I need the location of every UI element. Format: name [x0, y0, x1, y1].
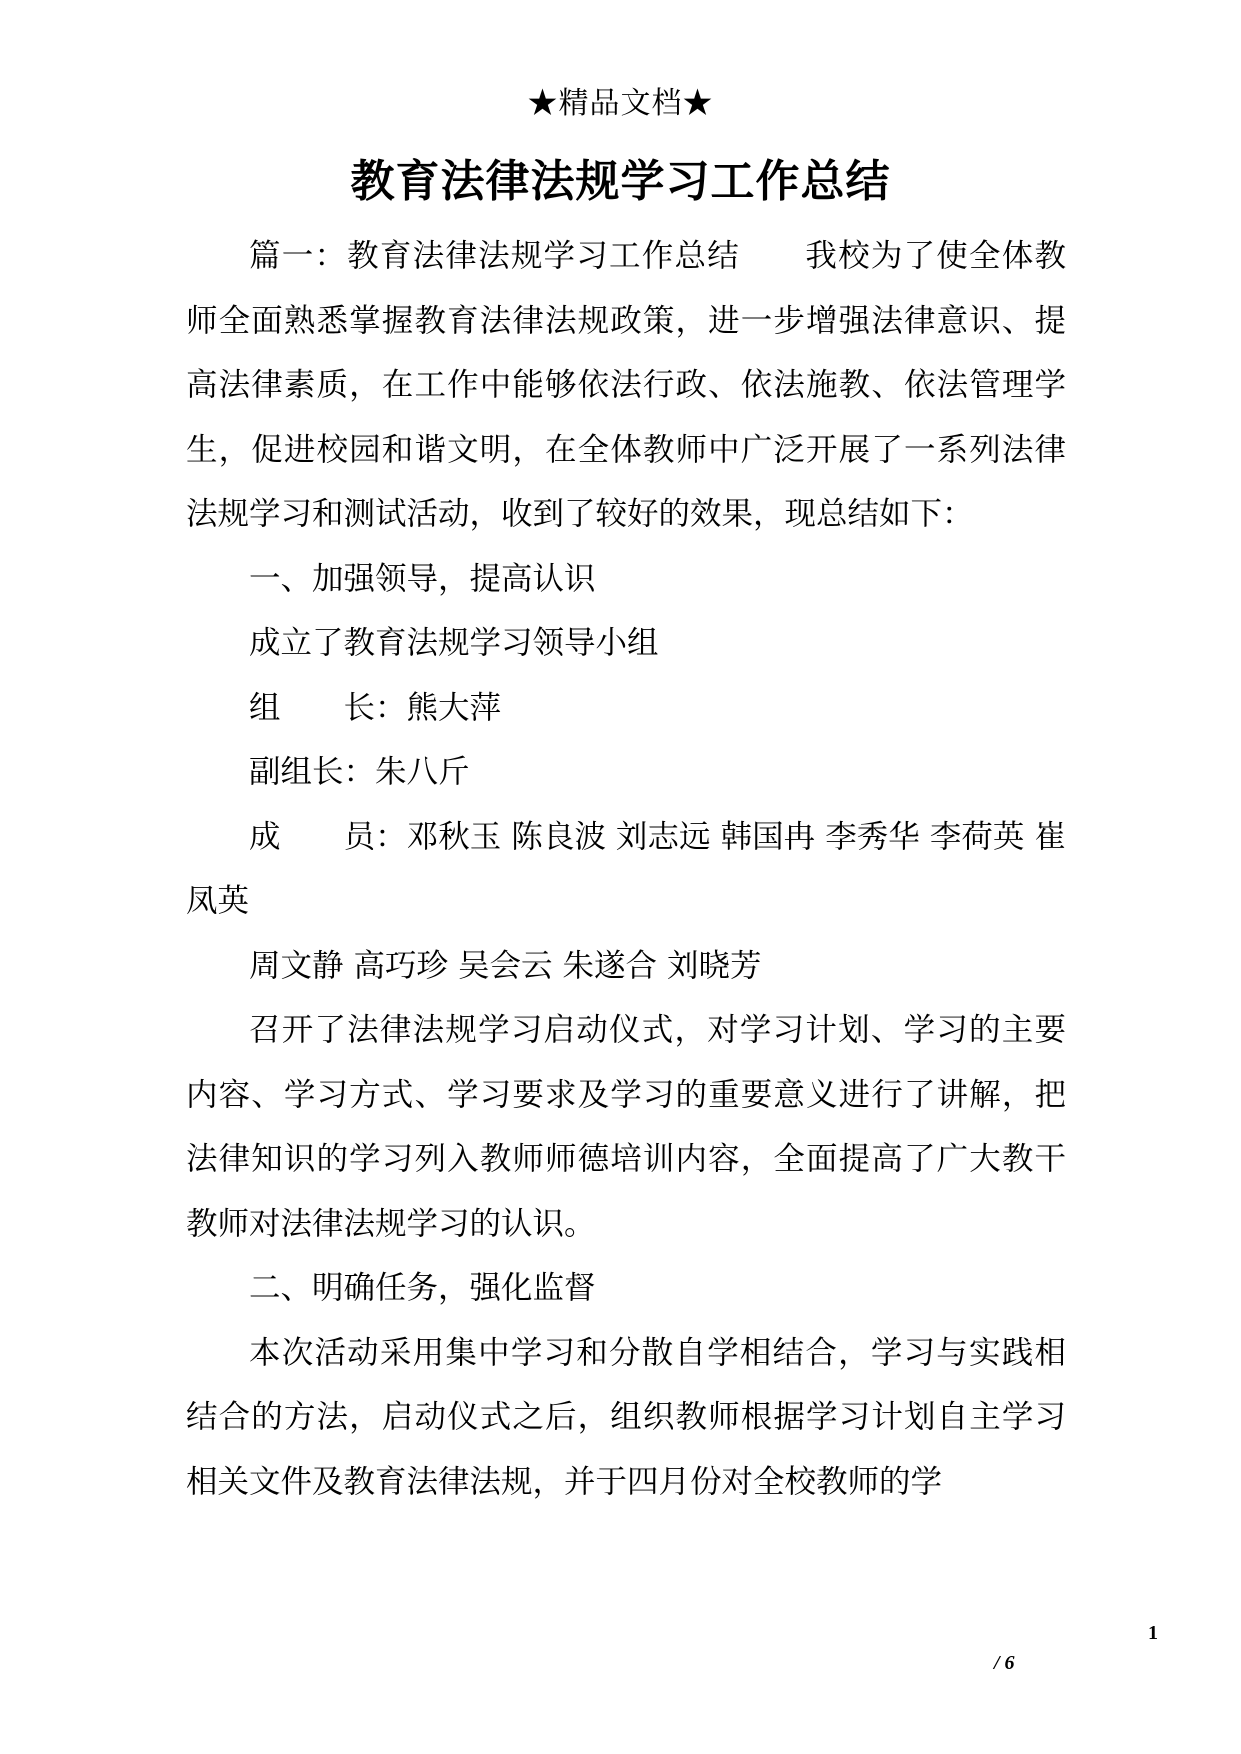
page-number: 1 — [1148, 1622, 1158, 1644]
group-leader-line: 组 长：熊大萍 — [249, 689, 502, 726]
document-title: 教育法律法规学习工作总结 — [350, 156, 891, 207]
section-heading-1: 一、加强领导，提高认识 — [249, 560, 596, 597]
members-line-2: 周文静 高巧珍 吴会云 朱遂合 刘晓芳 — [249, 947, 762, 984]
paragraph-intro: 篇一：教育法律法规学习工作总结 我校为了使全体教师全面熟悉掌握教育法律法规政策，进一步增强法律意识、提高法律素质，在工作中能够依法行政、依法施教、依法管理学生，促进校园和谐文明，在全体教师中广泛开展了一系列法律法规学习和测试活动，收到了较好的效果，现总结如下： — [186, 238, 1066, 532]
header-mark: ★精品文档★ — [527, 86, 714, 121]
paragraph-launch-ceremony: 召开了法律法规学习启动仪式，对学习计划、学习的主要内容、学习方式、学习要求及学习的重要意义进行了讲解，把法律知识的学习列入教师师德培训内容，全面提高了广大教干教师对法律法规学习的认识。 — [186, 1012, 1066, 1242]
document-body — [186, 224, 1066, 1514]
members-line: 成 员：邓秋玉 陈良波 刘志远 韩国冉 李秀华 李荷英 崔凤英 — [186, 818, 1066, 919]
paragraph-group-founded: 成立了教育法规学习领导小组 — [249, 625, 659, 661]
deputy-leader-line: 副组长：朱八斤 — [249, 754, 470, 790]
section-heading-2: 二、明确任务，强化监督 — [249, 1270, 596, 1306]
page-total: / 6 — [994, 1652, 1015, 1674]
paragraph-activity-method: 本次活动采用集中学习和分散自学相结合，学习与实践相结合的方法，启动仪式之后，组织教师根据学习计划自主学习相关文件及教育法律法规，并于四月份对全校教师的学 — [186, 1334, 1066, 1500]
